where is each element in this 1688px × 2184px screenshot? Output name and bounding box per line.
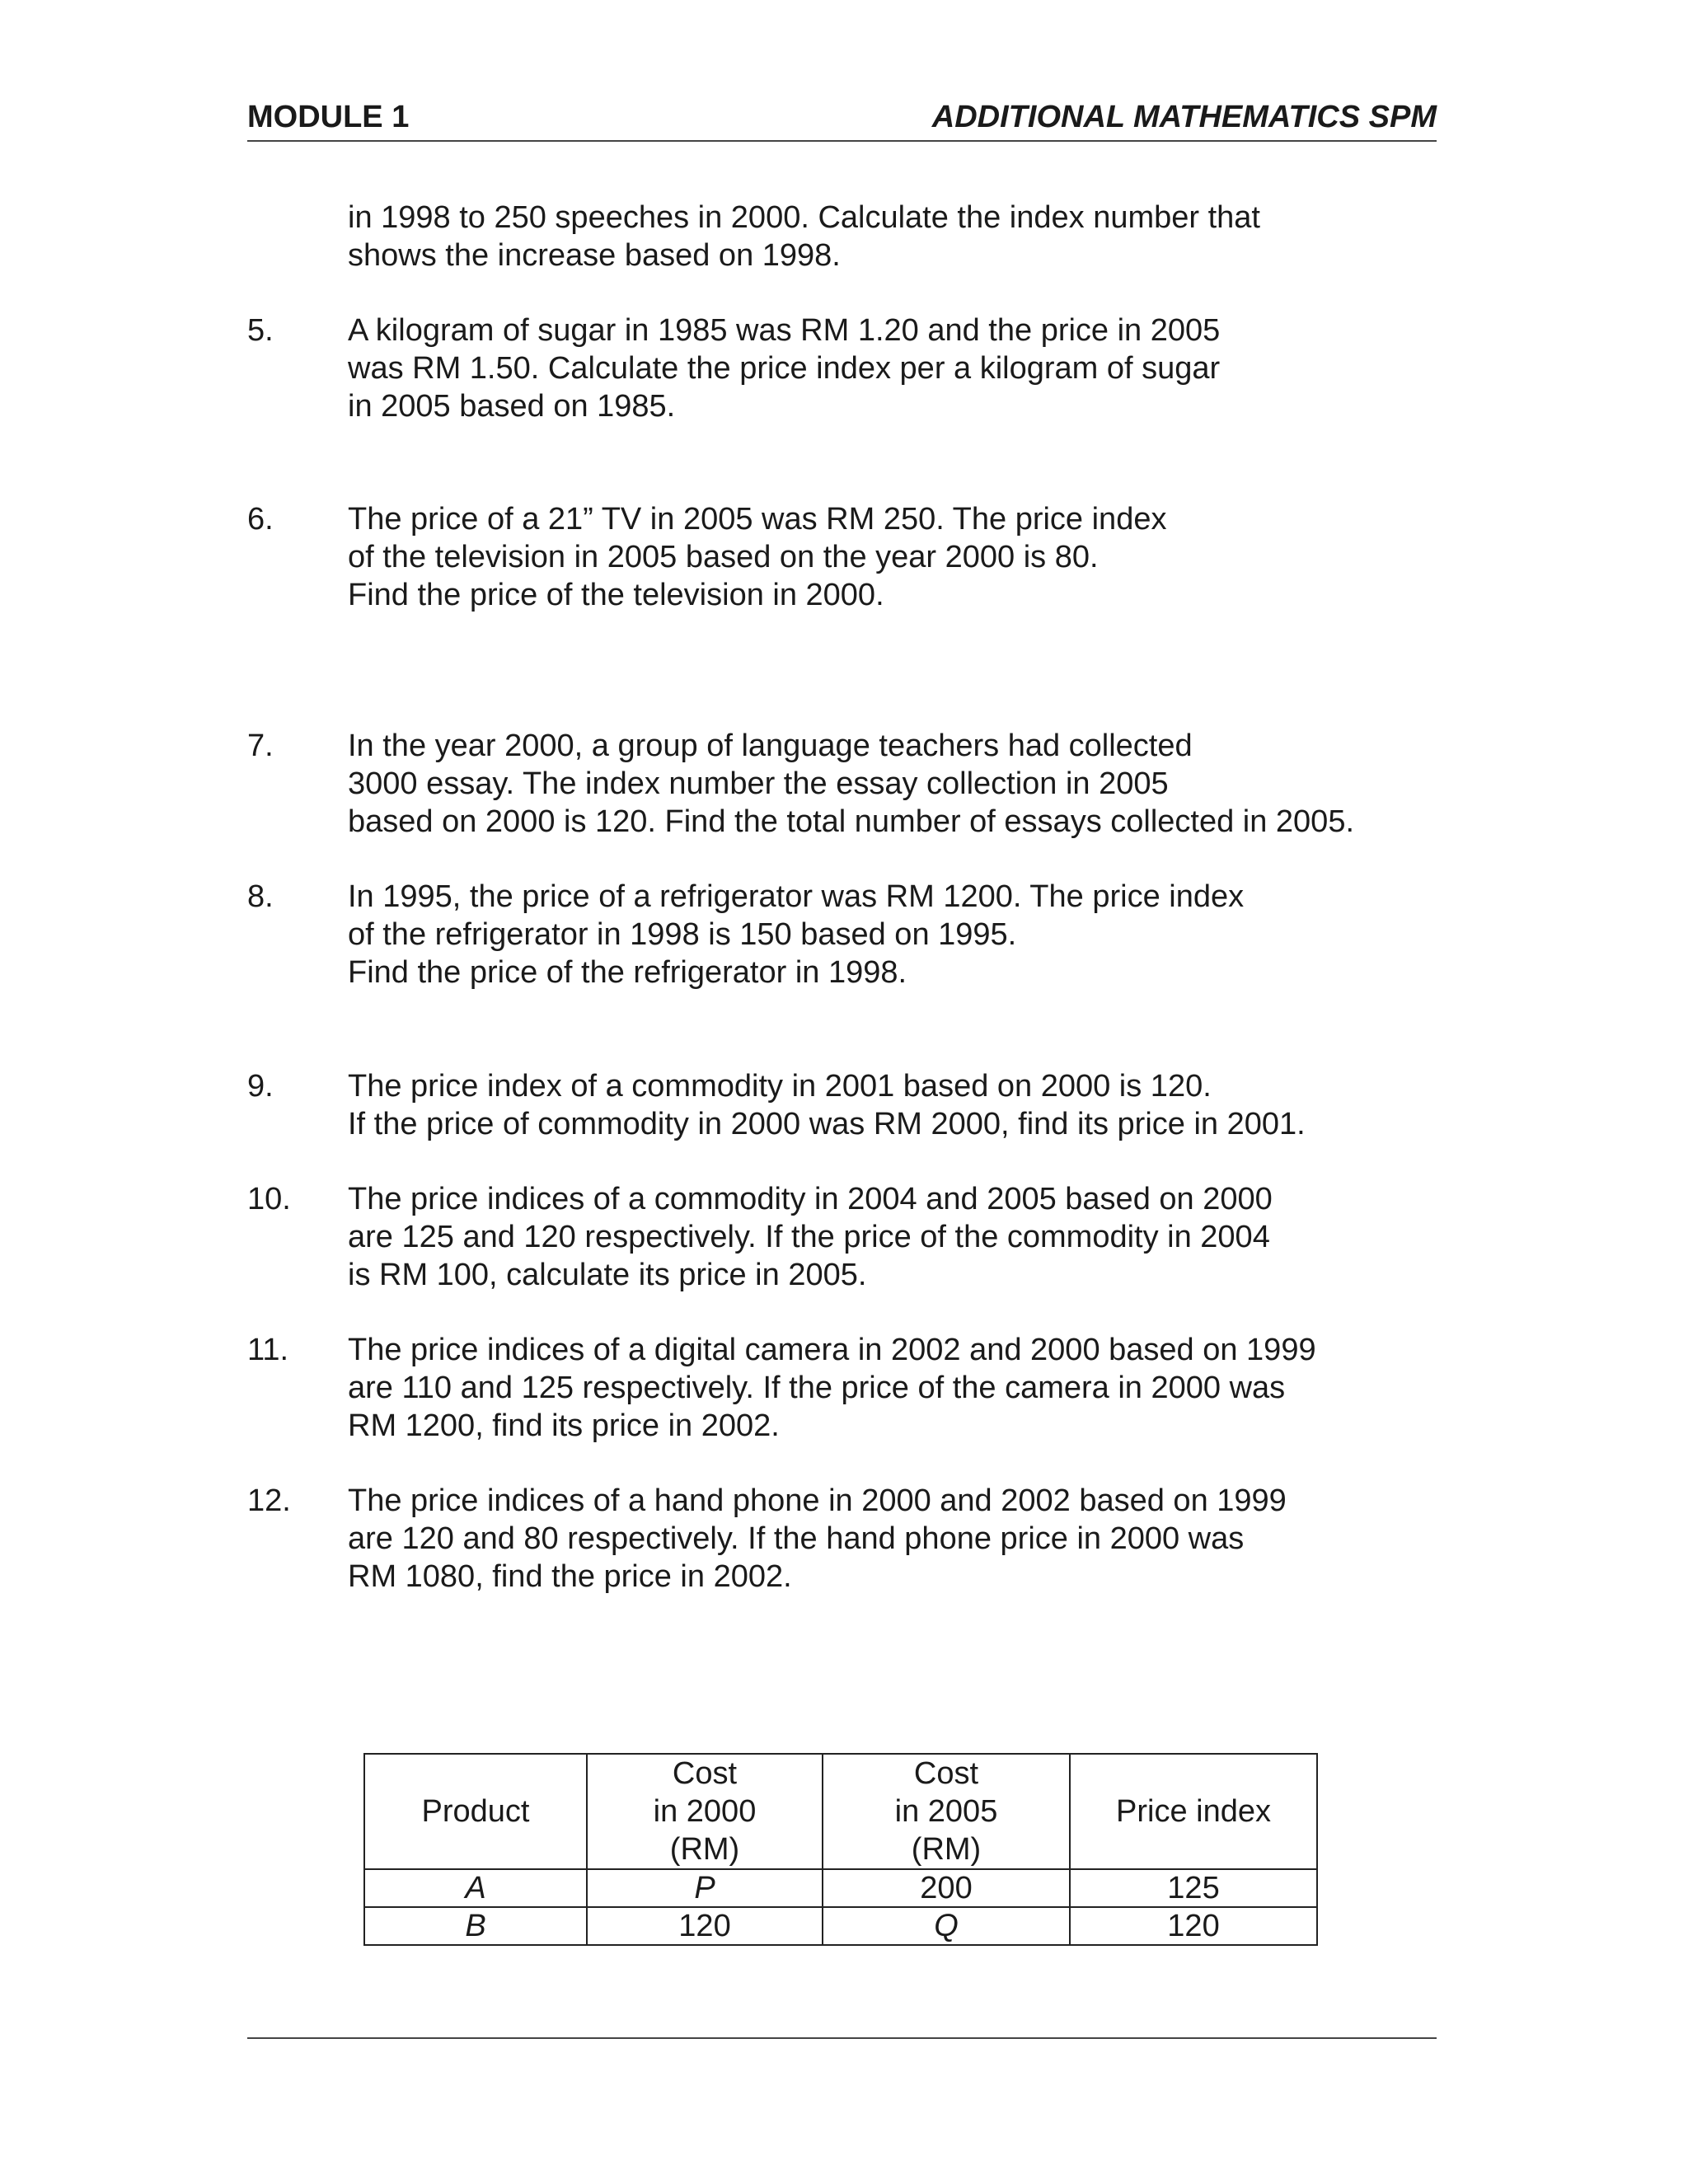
header-line: (RM) [669,1832,740,1867]
table-cell: 120 [587,1907,823,1945]
header-line: Price index [1116,1794,1271,1829]
text-line: The price indices of a hand phone in 2000 and 2002 based on 1999 [348,1483,1287,1518]
text-line: If the price of commodity in 2000 was RM 2000, find its price in 2001. [348,1107,1306,1141]
table-cell: B [364,1907,587,1945]
text-line: Find the price of the refrigerator in 1998. [348,955,907,990]
question-number: 8. [247,879,274,914]
text-line: are 125 and 120 respectively. If the price of the commodity in 2004 [348,1220,1270,1254]
text-line: In the year 2000, a group of language teachers had collected [348,729,1193,763]
question-number: 9. [247,1069,274,1104]
text-line: are 110 and 125 respectively. If the price of the camera in 2000 was [348,1371,1286,1405]
module-title: MODULE 1 [247,100,410,134]
table-cell: 125 [1070,1869,1317,1907]
table-row [364,1907,1317,1945]
page-header [247,97,1437,142]
text-line: is RM 100, calculate its price in 2005. [348,1258,867,1292]
header-line: Cost [672,1756,738,1791]
text-line: The price indices of a commodity in 2004 and 2005 based on 2000 [348,1182,1273,1216]
header-line: (RM) [911,1832,982,1867]
table-cell: 200 [823,1869,1070,1907]
table-row [364,1869,1317,1907]
text-line: in 2005 based on 1985. [348,389,676,424]
text-line: The price index of a commodity in 2001 based on 2000 is 120. [348,1069,1212,1104]
text-line: In 1995, the price of a refrigerator was RM 1200. The price index [348,879,1245,914]
question-number: 10. [247,1182,291,1216]
header-cost-2000 [587,1754,823,1869]
text-line: The price of a 21” TV in 2005 was RM 250. The price index [348,502,1167,537]
table-cell: P [587,1869,823,1907]
table-cell: Q [823,1907,1070,1945]
text-line: A kilogram of sugar in 1985 was RM 1.20 and the price in 2005 [348,313,1221,348]
text-line: RM 1200, find its price in 2002. [348,1408,780,1443]
table-cell: A [364,1869,587,1907]
price-index-table [363,1753,1318,1946]
text-line: in 1998 to 250 speeches in 2000. Calculate the index number that [348,200,1260,235]
table-header-row [364,1754,1317,1869]
header-line: Product [421,1794,530,1829]
question-number: 12. [247,1483,291,1518]
text-line: The price indices of a digital camera in 2002 and 2000 based on 1999 [348,1333,1316,1367]
text-line: are 120 and 80 respectively. If the hand phone price in 2000 was [348,1521,1245,1556]
header-line: in 2000 [653,1794,757,1829]
text-line: shows the increase based on 1998. [348,238,841,273]
text-line: 3000 essay. The index number the essay collection in 2005 [348,766,1169,801]
question-number: 6. [247,502,274,537]
text-line: Find the price of the television in 2000. [348,578,884,612]
header-price-index [1070,1754,1317,1869]
subject-title: ADDITIONAL MATHEMATICS SPM [931,100,1437,134]
text-line: was RM 1.50. Calculate the price index per a kilogram of sugar [348,351,1221,386]
header-product [364,1754,587,1869]
text-line: based on 2000 is 120. Find the total number of essays collected in 2005. [348,804,1355,839]
text-line: of the television in 2005 based on the year 2000 is 80. [348,540,1099,574]
text-line: RM 1080, find the price in 2002. [348,1559,792,1594]
footer-divider [247,2037,1437,2039]
question-number: 7. [247,729,274,763]
question-number: 11. [247,1333,289,1367]
header-line: Cost [913,1756,979,1791]
text-line: of the refrigerator in 1998 is 150 based on 1995. [348,917,1017,952]
table-cell: 120 [1070,1907,1317,1945]
header-line: in 2005 [894,1794,998,1829]
header-cost-2005 [823,1754,1070,1869]
question-number: 5. [247,313,274,348]
